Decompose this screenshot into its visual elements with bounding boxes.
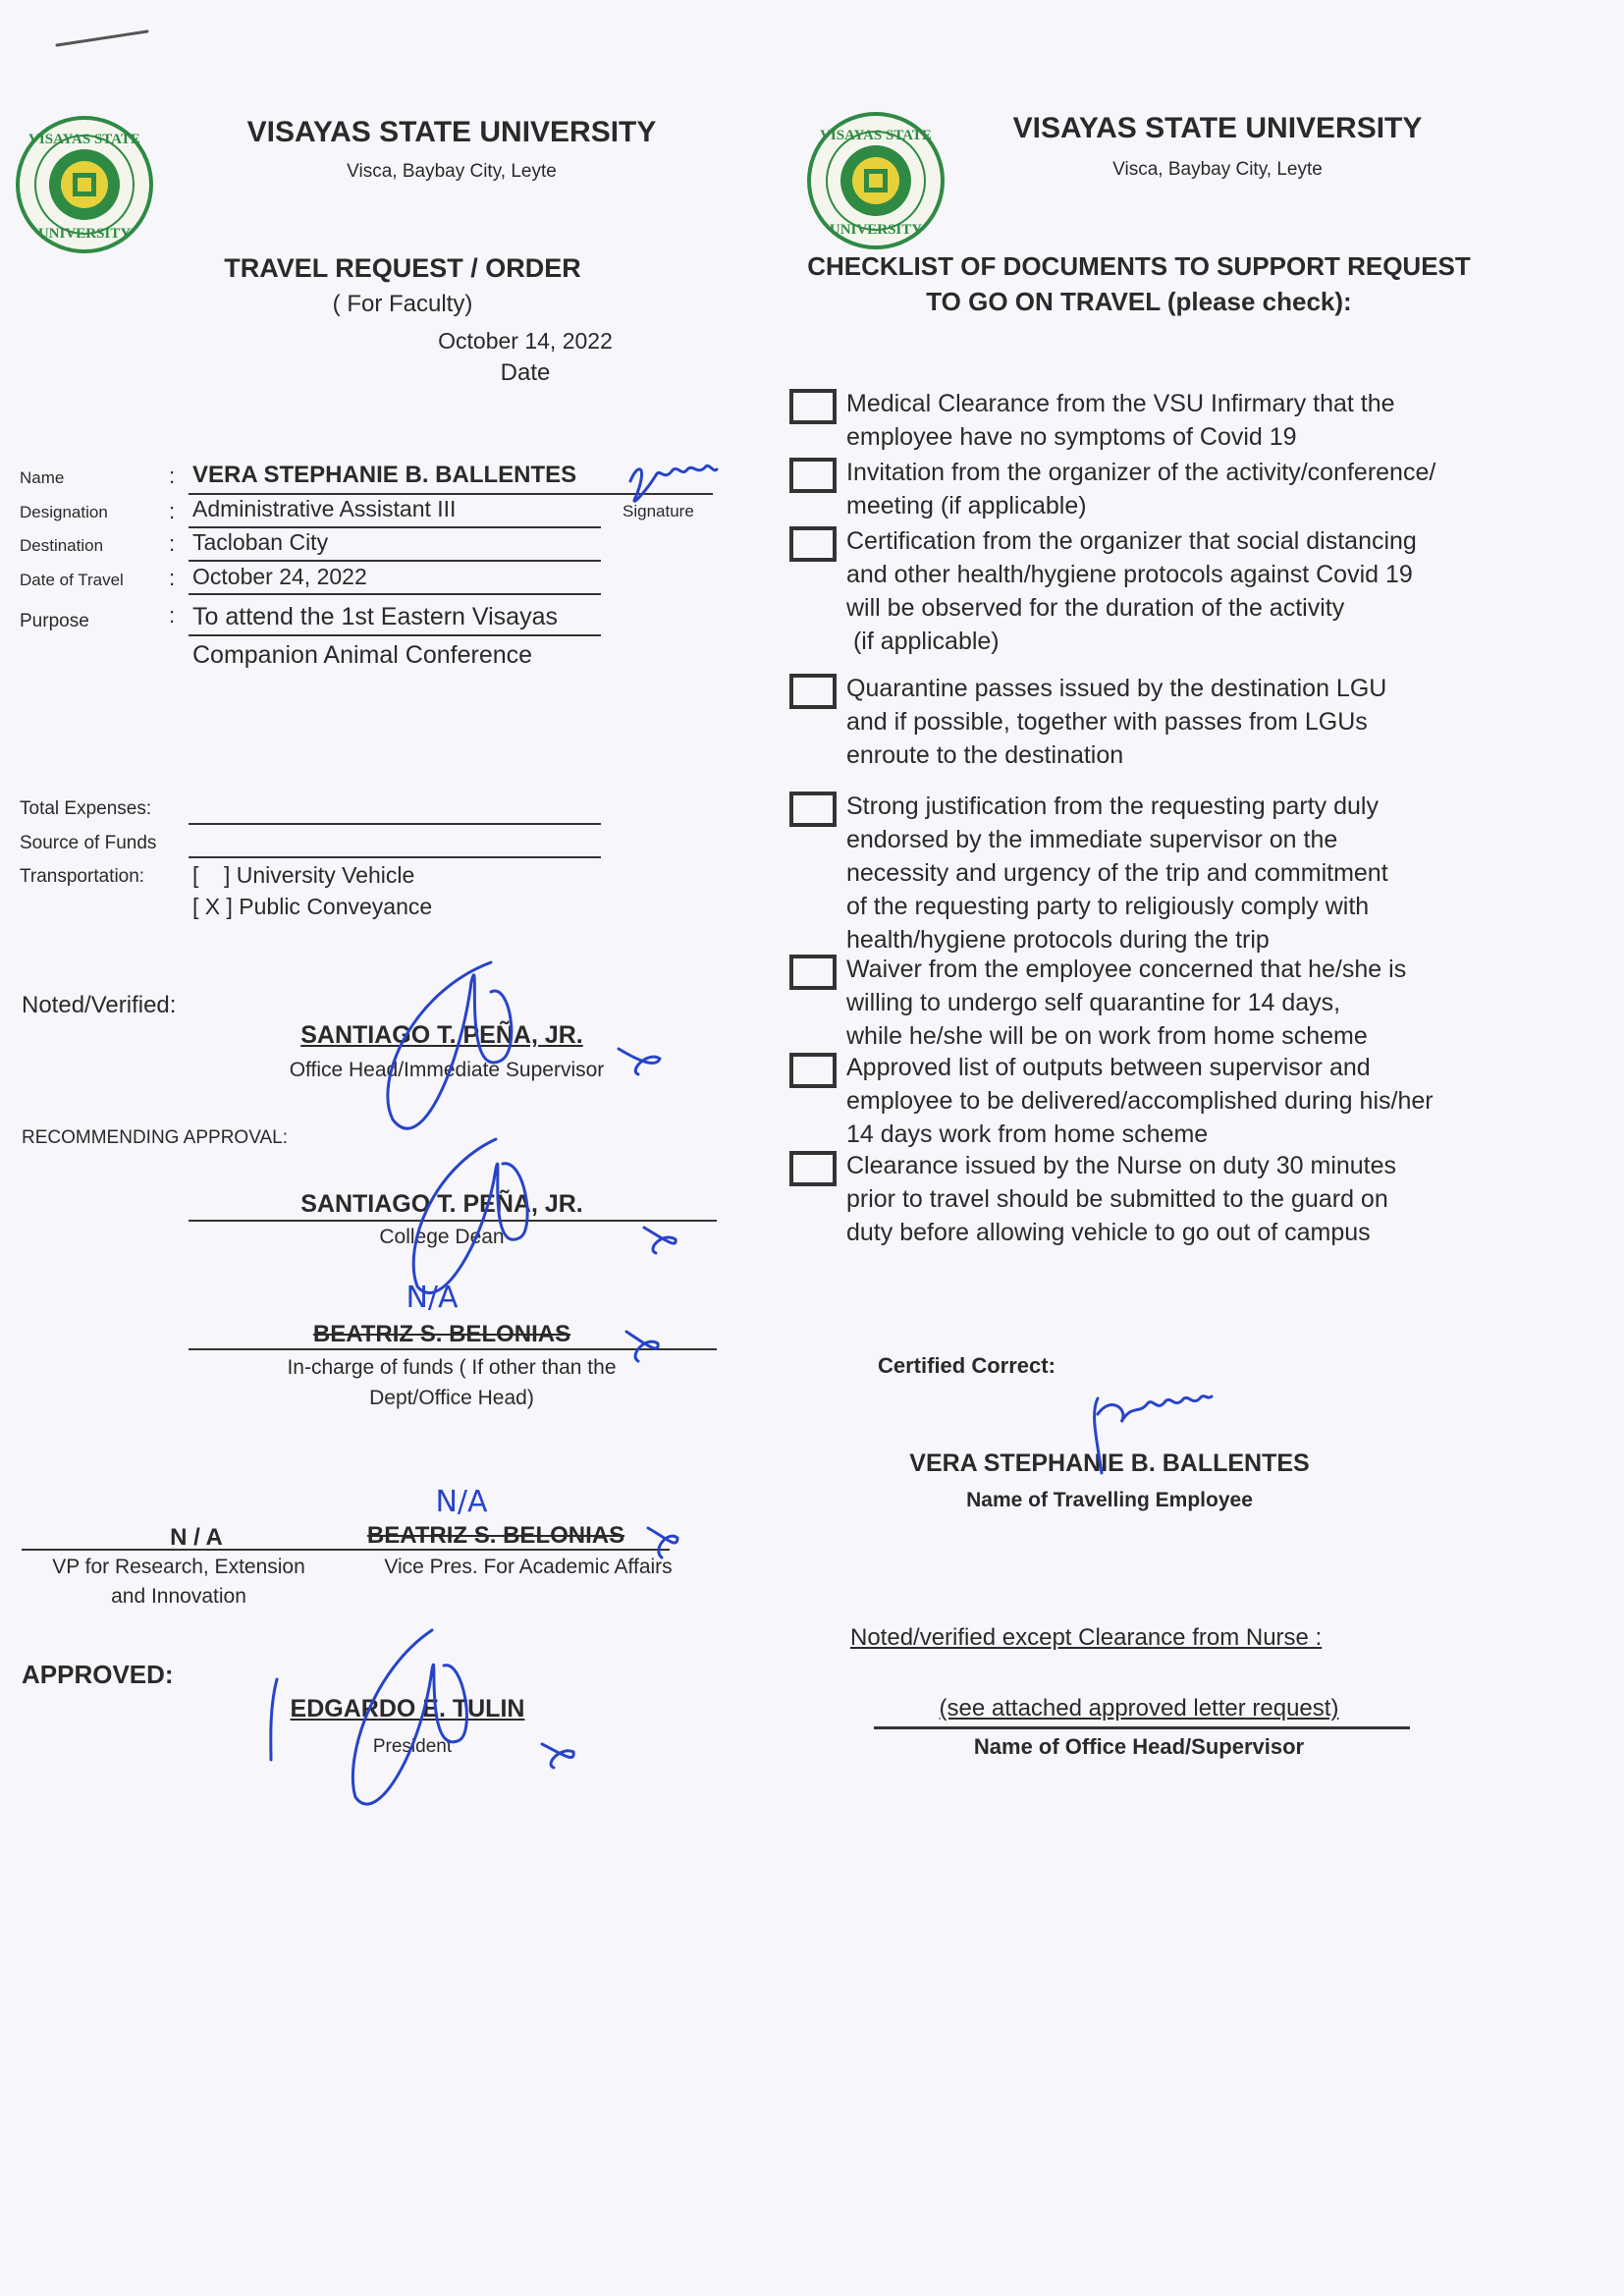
dean-title: College Dean xyxy=(379,1226,505,1248)
transport-option-public-conveyance: [ X ] Public Conveyance xyxy=(192,894,433,919)
purpose-label: Purpose xyxy=(20,611,89,631)
signature-label: Signature xyxy=(623,502,694,520)
president-name: EDGARDO E. TULIN xyxy=(290,1695,525,1722)
checklist-item-text: of the requesting party to religiously comply with xyxy=(846,893,1370,920)
university-name-right: VISAYAS STATE UNIVERSITY xyxy=(1012,112,1423,144)
purpose-line-1: To attend the 1st Eastern Visayas xyxy=(192,603,558,630)
traveling-employee-name: VERA STEPHANIE B. BALLENTES xyxy=(909,1449,1310,1477)
checklist-item-text: employee to be delivered/accomplished during his/her xyxy=(846,1087,1434,1115)
checklist-item-text: 14 days work from home scheme xyxy=(846,1121,1209,1148)
source-of-funds-label: Source of Funds xyxy=(20,833,157,853)
vp-academic-title: Vice Pres. For Academic Affairs xyxy=(384,1556,673,1578)
checklist-item-text: Strong justification from the requesting party duly xyxy=(846,793,1379,820)
checklist-item-text: employee have no symptoms of Covid 19 xyxy=(846,423,1297,451)
designation-value: Administrative Assistant III xyxy=(192,496,457,521)
vp-research-title-line-1: VP for Research, Extension xyxy=(52,1556,305,1578)
vp-research-title-line-2: and Innovation xyxy=(111,1585,246,1608)
date-of-travel-value: October 24, 2022 xyxy=(192,564,367,589)
vp-research-value: N / A xyxy=(170,1524,223,1551)
checklist-item-text: Approved list of outputs between supervisor and xyxy=(846,1054,1371,1081)
president-title: President xyxy=(372,1736,453,1757)
recommending-approval-label: RECOMMENDING APPROVAL: xyxy=(22,1127,288,1148)
funds-title-line-2: Dept/Office Head) xyxy=(369,1387,534,1409)
checklist-item-text: Clearance issued by the Nurse on duty 30 minutes xyxy=(846,1152,1397,1179)
svg-text:VISAYAS STATE: VISAYAS STATE xyxy=(28,132,140,147)
checklist-title-line-2: TO GO ON TRAVEL (please check): xyxy=(926,287,1352,316)
vp-academic-name: BEATRIZ S. BELONIAS xyxy=(366,1522,625,1549)
name-value: VERA STEPHANIE B. BALLENTES xyxy=(192,462,577,488)
university-address: Visca, Baybay City, Leyte xyxy=(347,161,557,182)
form-title: TRAVEL REQUEST / ORDER xyxy=(224,253,581,283)
checklist-item-text: Quarantine passes issued by the destination LGU xyxy=(846,675,1387,702)
date-label: Date xyxy=(500,359,551,386)
university-name: VISAYAS STATE UNIVERSITY xyxy=(246,116,657,148)
approved-label: APPROVED: xyxy=(22,1660,174,1689)
checklist-item-text: while he/she will be on work from home scheme xyxy=(846,1022,1368,1050)
destination-value: Tacloban City xyxy=(192,529,329,555)
field-colon: : xyxy=(169,603,176,628)
transportation-label: Transportation: xyxy=(20,866,145,887)
checklist-item-text: and if possible, together with passes from LGUs xyxy=(846,708,1368,736)
noted-except-label: Noted/verified except Clearance from Nurse : xyxy=(850,1624,1323,1651)
field-colon: : xyxy=(169,464,176,488)
checklist-item-text: Invitation from the organizer of the activity/conference/ xyxy=(846,459,1436,486)
checklist-title-line-1: CHECKLIST OF DOCUMENTS TO SUPPORT REQUEST xyxy=(807,251,1471,281)
noted-signatory-title: Office Head/Immediate Supervisor xyxy=(289,1059,605,1081)
date-of-travel-label: Date of Travel xyxy=(20,571,124,589)
checklist-item-text: meeting (if applicable) xyxy=(846,492,1087,519)
checklist-item-text: and other health/hygiene protocols against Covid 19 xyxy=(846,561,1413,588)
checklist-item-text: necessity and urgency of the trip and commitment xyxy=(846,859,1388,887)
funds-title-line-1: In-charge of funds ( If other than the xyxy=(287,1356,617,1379)
checklist-item-text: endorsed by the immediate supervisor on the xyxy=(846,826,1338,853)
checklist-item-text: enroute to the destination xyxy=(846,741,1124,769)
traveling-employee-title: Name of Travelling Employee xyxy=(966,1489,1253,1511)
checklist-item-text: Waiver from the employee concerned that he/she is xyxy=(846,956,1407,983)
university-address-right: Visca, Baybay City, Leyte xyxy=(1112,159,1323,180)
checklist-item-text: Certification from the organizer that social distancing xyxy=(846,527,1417,555)
date-value: October 14, 2022 xyxy=(438,328,613,354)
svg-text:UNIVERSITY: UNIVERSITY xyxy=(829,222,923,238)
vp-academic-na-handwritten: N/A xyxy=(435,1485,488,1519)
checklist-item-text: duty before allowing vehicle to go out of campus xyxy=(846,1219,1371,1246)
office-head-title: Name of Office Head/Supervisor xyxy=(973,1734,1305,1759)
purpose-line-2: Companion Animal Conference xyxy=(192,641,533,669)
checklist-item-text: health/hygiene protocols during the trip xyxy=(846,926,1270,954)
funds-na-handwritten: N/A xyxy=(406,1281,459,1315)
checklist-item-text: willing to undergo self quarantine for 14 days, xyxy=(846,989,1341,1016)
funds-signatory-name: BEATRIZ S. BELONIAS xyxy=(312,1321,571,1347)
checklist-item-text: prior to travel should be submitted to the guard on xyxy=(846,1185,1388,1213)
transport-option-university-vehicle: [ ] University Vehicle xyxy=(192,862,415,888)
form-subtitle: ( For Faculty) xyxy=(332,291,473,317)
field-colon: : xyxy=(169,531,176,556)
dean-name: SANTIAGO T. PEÑA, JR. xyxy=(300,1190,583,1218)
field-colon: : xyxy=(169,499,176,523)
checklist-item-text: Medical Clearance from the VSU Infirmary that the xyxy=(846,390,1395,417)
destination-label: Destination xyxy=(20,536,104,555)
svg-text:UNIVERSITY: UNIVERSITY xyxy=(37,226,132,242)
noted-verified-label: Noted/Verified: xyxy=(22,992,177,1018)
checklist-item-text: (if applicable) xyxy=(846,628,1000,655)
designation-label: Designation xyxy=(20,503,108,521)
name-label: Name xyxy=(20,468,65,487)
svg-text:VISAYAS STATE: VISAYAS STATE xyxy=(820,128,932,143)
total-expenses-label: Total Expenses: xyxy=(20,798,152,819)
noted-signatory-name: SANTIAGO T. PEÑA, JR. xyxy=(300,1021,583,1049)
field-colon: : xyxy=(169,566,176,590)
see-attached-note: (see attached approved letter request) xyxy=(939,1695,1339,1722)
certified-correct-label: Certified Correct: xyxy=(878,1353,1056,1378)
checklist-item-text: will be observed for the duration of the activity xyxy=(846,594,1345,622)
